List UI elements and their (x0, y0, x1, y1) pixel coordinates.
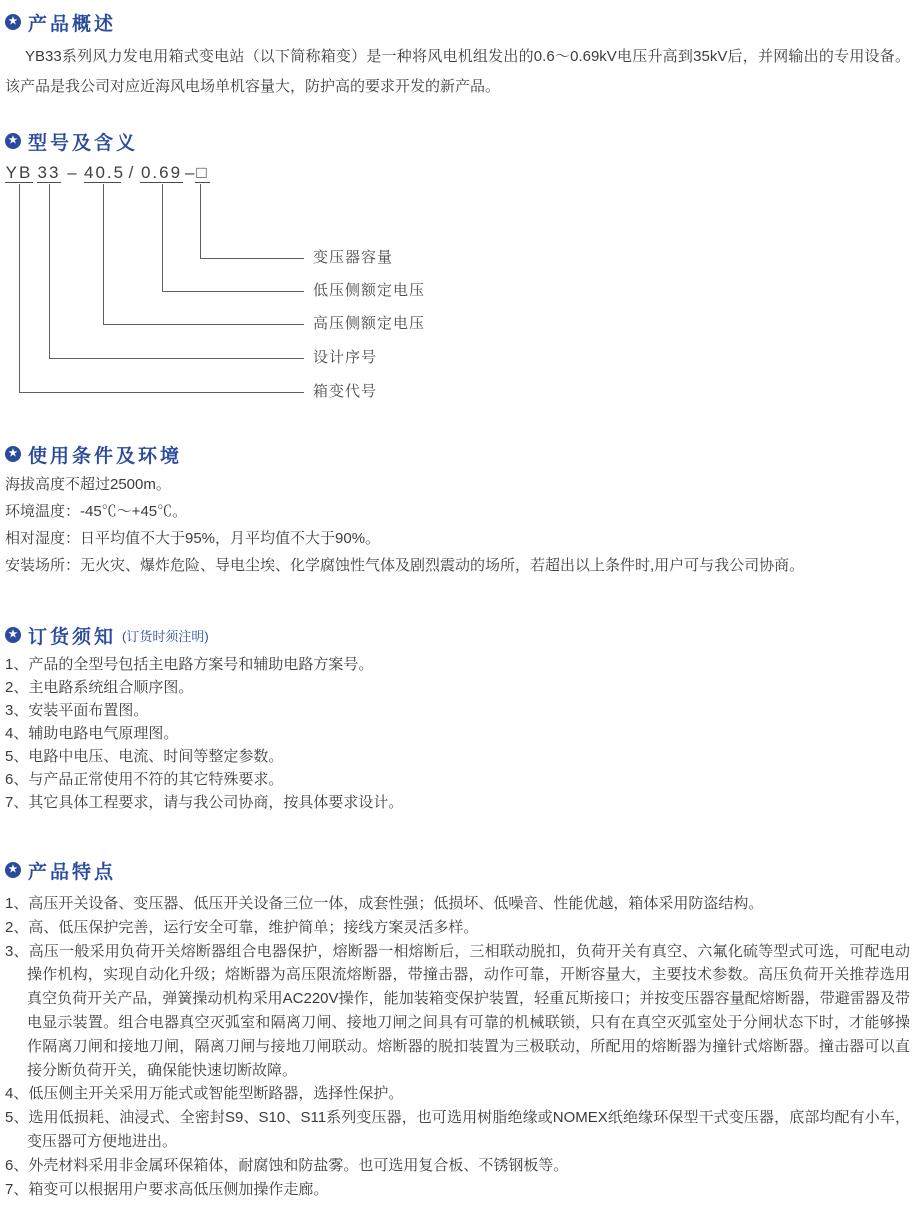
star-icon: ★ (8, 135, 18, 146)
conditions-list (5, 471, 910, 579)
section-subtitle-ordering: (订货时须注明) (122, 628, 209, 644)
star-circle-icon (5, 446, 21, 462)
list-item: 5、电路中电压、电流、时间等整定参数。 (5, 748, 284, 765)
list-item: 6、与产品正常使用不符的其它特殊要求。 (5, 771, 284, 788)
section-heading-conditions (5, 443, 910, 465)
model-code-lv-voltage: 0.69 (140, 163, 183, 182)
star-icon: ★ (8, 448, 18, 459)
section-title-conditions: 使用条件及环境 (28, 445, 183, 467)
list-item: 4、辅助电路电气原理图。 (5, 725, 179, 742)
ordering-list (5, 653, 910, 814)
features-list (5, 892, 910, 1201)
model-code-capacity-box: □ (196, 163, 209, 182)
section-title-model: 型号及含义 (28, 132, 139, 154)
connector-hv-rated-voltage (104, 184, 305, 325)
connector-lines (5, 163, 908, 409)
connector-lv-rated-voltage (163, 184, 305, 292)
model-code-dash: – (67, 163, 79, 182)
connector-transformer-capacity (201, 184, 305, 259)
diagram-label-transformer-capacity: 变压器容量 (313, 249, 394, 266)
list-item: 1、产品的全型号包括主电路方案号和辅助电路方案号。 (5, 656, 374, 673)
star-icon: ★ (8, 864, 18, 875)
model-code-prefix: YB (5, 163, 33, 182)
list-item: 5、选用低损耗、油浸式、全密封S9、S10、S11系列变压器，也可选用树脂绝缘或NOMEX纸绝缘环保型干式变压器，底部均配有小车，变压器可方便地进出。 (5, 1109, 910, 1150)
model-code-slash: / (128, 163, 136, 182)
star-circle-icon (5, 627, 21, 643)
connector-design-serial (50, 184, 305, 359)
section-title-overview: 产品概述 (28, 13, 117, 35)
list-item: 3、高压一般采用负荷开关熔断器组合电器保护，熔断器一相熔断后，三相联动脱扣，负荷开关有真空、六氟化硫等型式可选，可配电动操作机构，实现自动化升级；熔断器为高压限流熔断器，带撞击器，动作可靠，开断容量大，主要技术参数。高压负荷开关推荐选用真空负荷开关产品，弹簧操动机构采用AC220V操作，能加装箱变保护装置，轻重瓦斯接口；并按变压器容量配熔断器，带避雷器及带电显示装置。组合电器真空灭弧室和隔离刀闸、接地刀闸之间具有可靠的机械联锁，只有在真空灭弧室处于分闸状态下时，才能够操作隔离刀闸和接地刀闸，隔离刀闸与接地刀闸联动。熔断器的脱扣装置为三极联动，所配用的熔断器为撞针式熔断器。撞击器可以直接分断负荷开关，确保能快速切断故障。 (5, 942, 911, 1079)
list-item: 6、外壳材料采用非金属环保箱体，耐腐蚀和防盐雾。也可选用复合板、不锈钢板等。 (5, 1156, 569, 1174)
star-icon: ★ (8, 16, 18, 27)
star-icon: ★ (8, 629, 18, 640)
section-heading-overview (5, 11, 910, 33)
overview-paragraph: YB33系列风力发电用箱式变电站（以下简称箱变）是一种将风电机组发出的0.6～0.69kV电压升高到35kV后，并网输出的专用设备。该产品是我公司对应近海风电场单机容量大，防护高的要求开发的新产品。 (5, 48, 910, 95)
connector-box-code (20, 184, 305, 393)
list-item: 3、安装平面布置图。 (5, 702, 149, 719)
list-item: 7、箱变可以根据用户要求高低压侧加操作走廊。 (5, 1180, 329, 1198)
section-heading-ordering (5, 624, 910, 646)
condition-line: 海拔高度不超过2500m。 (5, 476, 171, 493)
model-code-hv-voltage: 40.5 (84, 163, 126, 182)
condition-line: 安装场所：无火灾、爆炸危险、导电尘埃、化学腐蚀性气体及剧烈震动的场所，若超出以上条件时,用户可与我公司协商。 (5, 557, 805, 574)
list-item: 7、其它具体工程要求，请与我公司协商，按具体要求设计。 (5, 794, 404, 811)
section-title-features: 产品特点 (28, 861, 117, 883)
model-code-design-no: 33 (37, 163, 61, 182)
diagram-label-hv-rated-voltage: 高压侧额定电压 (313, 315, 426, 332)
condition-line: 环境温度：-45℃～+45℃。 (5, 503, 188, 520)
star-circle-icon (5, 14, 21, 30)
list-item: 2、主电路系统组合顺序图。 (5, 679, 194, 696)
list-item: 2、高、低压保护完善，运行安全可靠，维护简单；接线方案灵活多样。 (5, 918, 479, 936)
model-designation-diagram (5, 163, 910, 409)
list-item: 4、低压侧主开关采用万能式或智能型断路器，选择性保护。 (5, 1085, 404, 1103)
condition-line: 相对湿度：日平均值不大于95%，月平均值不大于90%。 (5, 530, 381, 547)
diagram-label-design-serial: 设计序号 (313, 349, 378, 366)
diagram-label-lv-rated-voltage: 低压侧额定电压 (313, 282, 426, 299)
section-heading-features (5, 859, 910, 881)
diagram-label-box-code: 箱变代号 (313, 383, 378, 400)
section-heading-model (5, 130, 910, 152)
model-code-dash: – (185, 163, 197, 182)
star-circle-icon (5, 133, 21, 149)
section-title-ordering: 订货须知 (28, 626, 117, 648)
star-circle-icon (5, 862, 21, 878)
list-item: 1、高压开关设备、变压器、低压开关设备三位一体，成套性强；低损坏、低噪音、性能优越，箱体采用防盗结构。 (5, 895, 764, 912)
